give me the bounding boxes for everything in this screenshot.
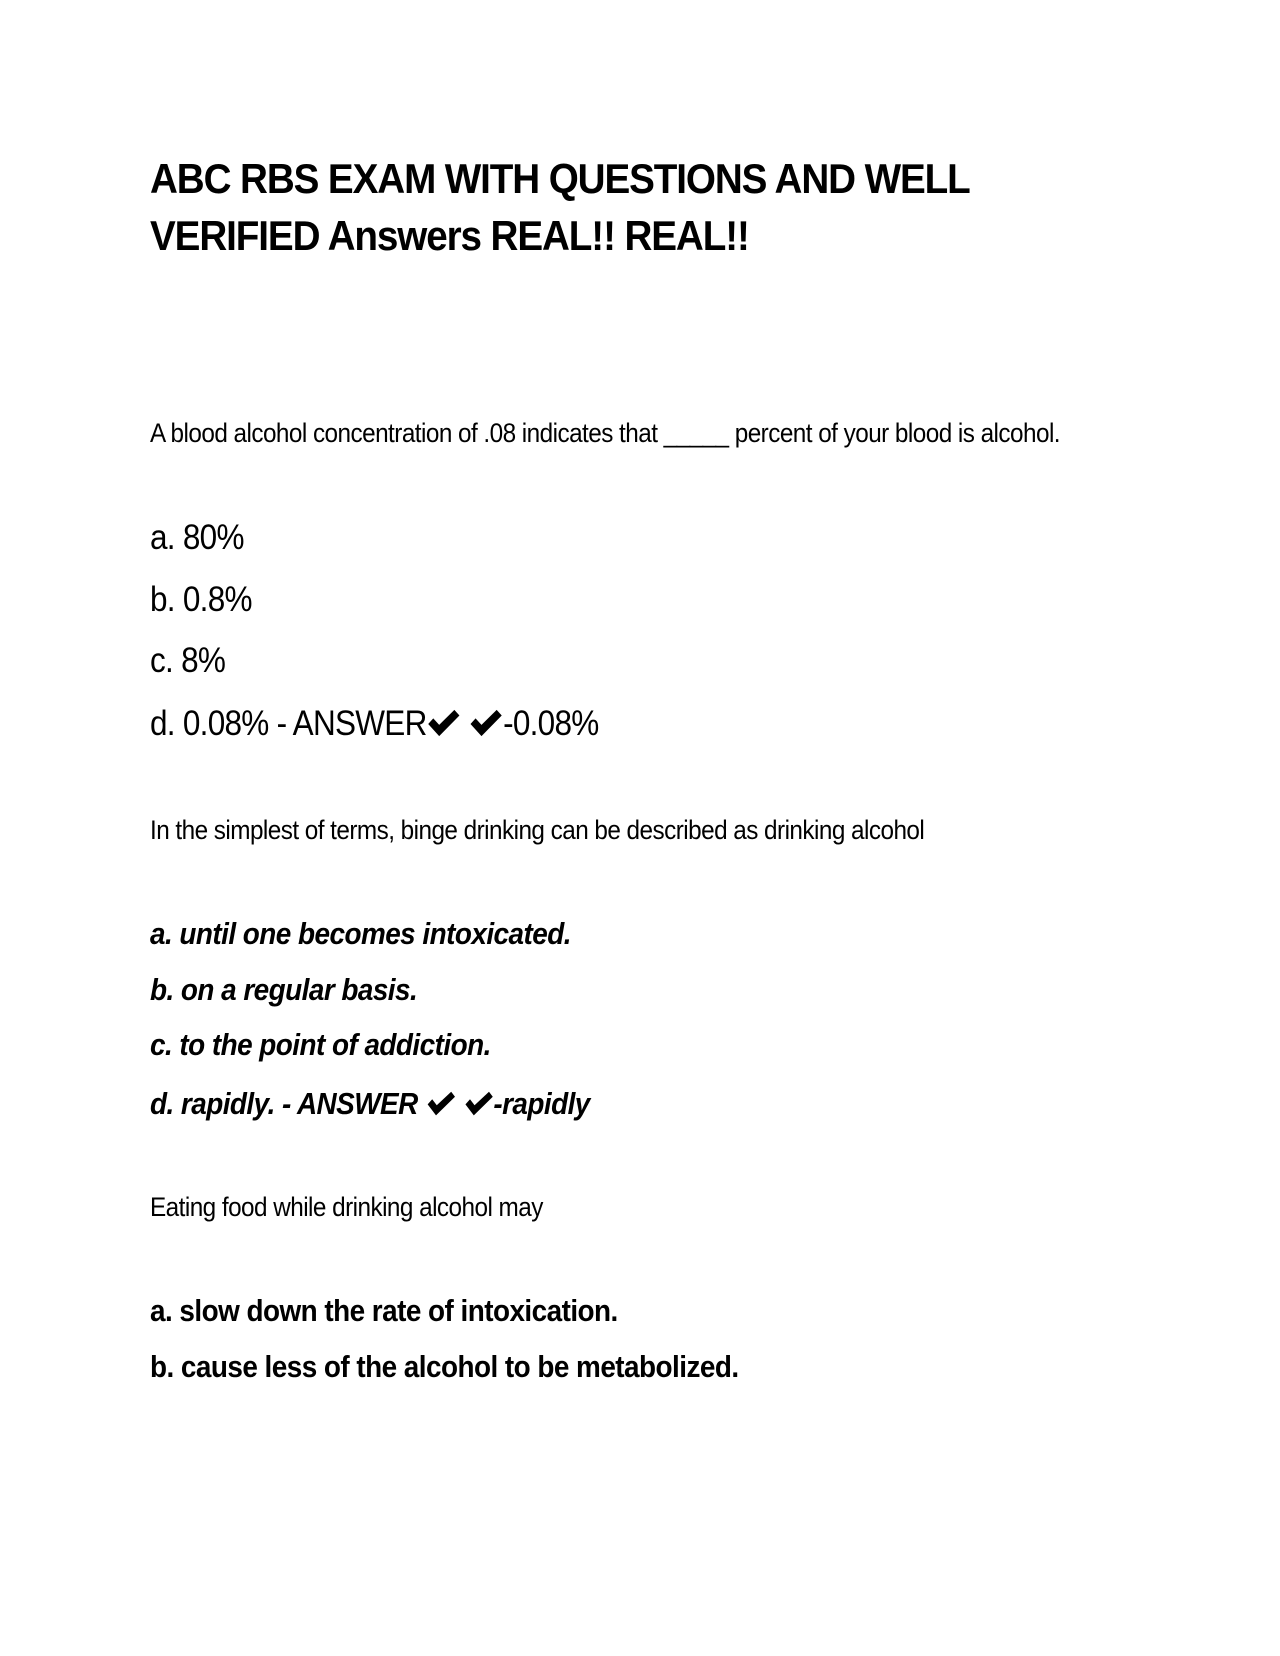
- question-2-option-c: c. to the point of addiction.: [150, 1027, 491, 1062]
- question-1-option-d: [150, 704, 599, 744]
- question-1-option-d-placeholder: c. 8%: [150, 641, 226, 680]
- question-3-option-b: b. cause less of the alcohol to be metabolized.: [150, 1349, 739, 1384]
- check-icon: [469, 708, 503, 738]
- question-2-text: In the simplest of terms, binge drinking can be described as drinking alcohol: [150, 815, 925, 845]
- question-2-option-b: b. on a regular basis.: [150, 972, 418, 1007]
- title-line-2: VERIFIED Answers REAL!! REAL!!: [150, 212, 749, 259]
- question-1-option-b: b. 0.8%: [150, 580, 252, 619]
- document-title: [150, 150, 1070, 264]
- question-2-option-a: a. until one becomes intoxicated.: [150, 916, 571, 951]
- question-1-option-a: a. 80%: [150, 518, 244, 557]
- question-1-text: A blood alcohol concentration of .08 indicates that _____ percent of your blood is alcohol.: [150, 418, 1061, 448]
- check-icon: [427, 708, 461, 738]
- question-2-answer: -rapidly: [493, 1086, 590, 1121]
- question-2-option-d: [150, 1086, 590, 1122]
- check-icon: [425, 1090, 456, 1117]
- question-3-option-a: a. slow down the rate of intoxication.: [150, 1293, 618, 1328]
- title-line-1: ABC RBS EXAM WITH QUESTIONS AND WELL: [150, 155, 970, 202]
- check-icon: [463, 1090, 494, 1117]
- question-3-text: Eating food while drinking alcohol may: [150, 1192, 543, 1222]
- question-1-answer: -0.08%: [503, 704, 599, 743]
- question-2-option-d-label: d. rapidly. - ANSWER: [150, 1086, 418, 1121]
- question-1-option-d-label: d. 0.08% - ANSWER: [150, 704, 427, 743]
